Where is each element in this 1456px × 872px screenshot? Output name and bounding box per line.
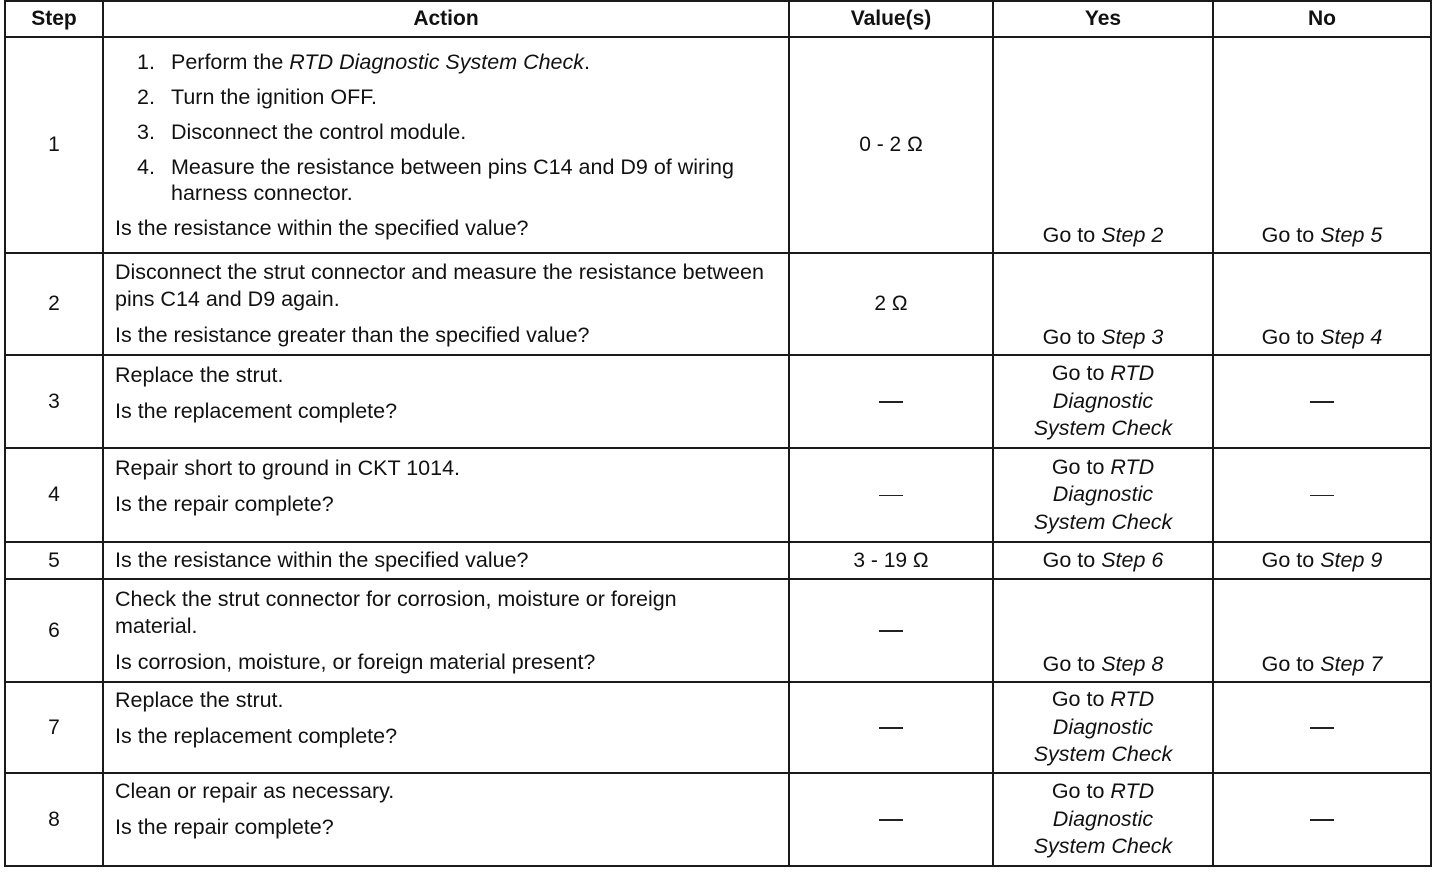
header-row	[5, 1, 1431, 37]
header-action: Action	[103, 1, 789, 37]
table-row	[5, 773, 1431, 866]
action-question: Is the resistance within the specified value?	[115, 215, 529, 240]
dash-mark	[1310, 401, 1334, 403]
dash-mark	[1310, 495, 1334, 497]
header-step: Step	[5, 1, 103, 37]
yes-cell: Go to RTD Diagnostic System Check	[993, 773, 1213, 866]
step-number: 5	[5, 542, 103, 579]
header-values: Value(s)	[789, 1, 993, 37]
dash-mark	[879, 819, 903, 821]
step-number: 7	[5, 682, 103, 773]
table-row	[5, 682, 1431, 773]
yes-cell: Go to RTD Diagnostic System Check	[993, 355, 1213, 448]
action-question: Is the replacement complete?	[115, 724, 398, 748]
no-cell: Go to Step 9	[1213, 542, 1431, 579]
header-yes: Yes	[993, 1, 1213, 37]
action-text: Repair short to ground in CKT 1014.	[115, 456, 460, 480]
no-cell	[1213, 682, 1431, 773]
value-cell	[789, 682, 993, 773]
step-number: 2	[5, 253, 103, 355]
action-question: Is corrosion, moisture, or foreign material present?	[115, 649, 596, 674]
value-cell: 0 - 2 Ω	[789, 37, 993, 253]
action-list	[115, 49, 778, 206]
action-text: Replace the strut.	[115, 688, 284, 712]
dash-mark	[879, 630, 903, 632]
no-cell: Go to Step 4	[1213, 253, 1431, 355]
no-cell	[1213, 448, 1431, 542]
action-question: Is the repair complete?	[115, 815, 334, 839]
action-question: Is the repair complete?	[115, 492, 334, 516]
table-row	[5, 355, 1431, 448]
action-cell	[103, 542, 789, 579]
dash-mark	[879, 727, 903, 729]
value-cell: 3 - 19 Ω	[789, 542, 993, 579]
no-cell	[1213, 773, 1431, 866]
step-number: 6	[5, 579, 103, 682]
action-text: Disconnect the strut connector and measure the resistance between pins C14 and D9 again.	[115, 260, 764, 311]
action-question: Is the resistance within the specified value?	[115, 548, 529, 572]
table-row	[5, 542, 1431, 579]
value-cell	[789, 355, 993, 448]
yes-cell: Go to RTD Diagnostic System Check	[993, 448, 1213, 542]
no-cell	[1213, 355, 1431, 448]
action-list-item: 1. Perform the RTD Diagnostic System Check.	[137, 49, 591, 74]
action-list-item: 3. Disconnect the control module.	[137, 119, 467, 144]
table-row	[5, 253, 1431, 355]
step-number: 1	[5, 37, 103, 253]
yes-cell: Go to RTD Diagnostic System Check	[993, 682, 1213, 773]
action-cell	[103, 37, 789, 253]
dash-mark	[1310, 727, 1334, 729]
action-list-item: 4. Measure the resistance between pins C14 and D9 of wiring harness connector.	[137, 154, 734, 205]
value-cell	[789, 773, 993, 866]
action-question: Is the resistance greater than the specified value?	[115, 323, 590, 347]
yes-cell: Go to Step 8	[993, 579, 1213, 682]
value-cell	[789, 579, 993, 682]
action-cell	[103, 773, 789, 866]
dash-mark	[879, 495, 903, 497]
action-text: Clean or repair as necessary.	[115, 779, 395, 803]
yes-cell: Go to Step 3	[993, 253, 1213, 355]
dash-mark	[1310, 819, 1334, 821]
yes-cell: Go to Step 2	[993, 37, 1213, 253]
step-number: 3	[5, 355, 103, 448]
action-cell	[103, 253, 789, 355]
action-cell	[103, 448, 789, 542]
action-list-item: 2. Turn the ignition OFF.	[137, 84, 377, 109]
value-cell	[789, 448, 993, 542]
value-cell: 2 Ω	[789, 253, 993, 355]
action-cell	[103, 682, 789, 773]
header-no: No	[1213, 1, 1431, 37]
action-cell	[103, 355, 789, 448]
action-text: Replace the strut.	[115, 363, 284, 387]
dash-mark	[879, 401, 903, 403]
no-cell: Go to Step 5	[1213, 37, 1431, 253]
table-row	[5, 579, 1431, 682]
action-text: Check the strut connector for corrosion, moisture or foreign material.	[115, 586, 677, 638]
table-row	[5, 37, 1431, 253]
yes-cell: Go to Step 6	[993, 542, 1213, 579]
no-cell: Go to Step 7	[1213, 579, 1431, 682]
table-row	[5, 448, 1431, 542]
action-cell	[103, 579, 789, 682]
action-question: Is the replacement complete?	[115, 399, 398, 423]
diagnostic-table	[4, 0, 1432, 867]
step-number: 8	[5, 773, 103, 866]
step-number: 4	[5, 448, 103, 542]
